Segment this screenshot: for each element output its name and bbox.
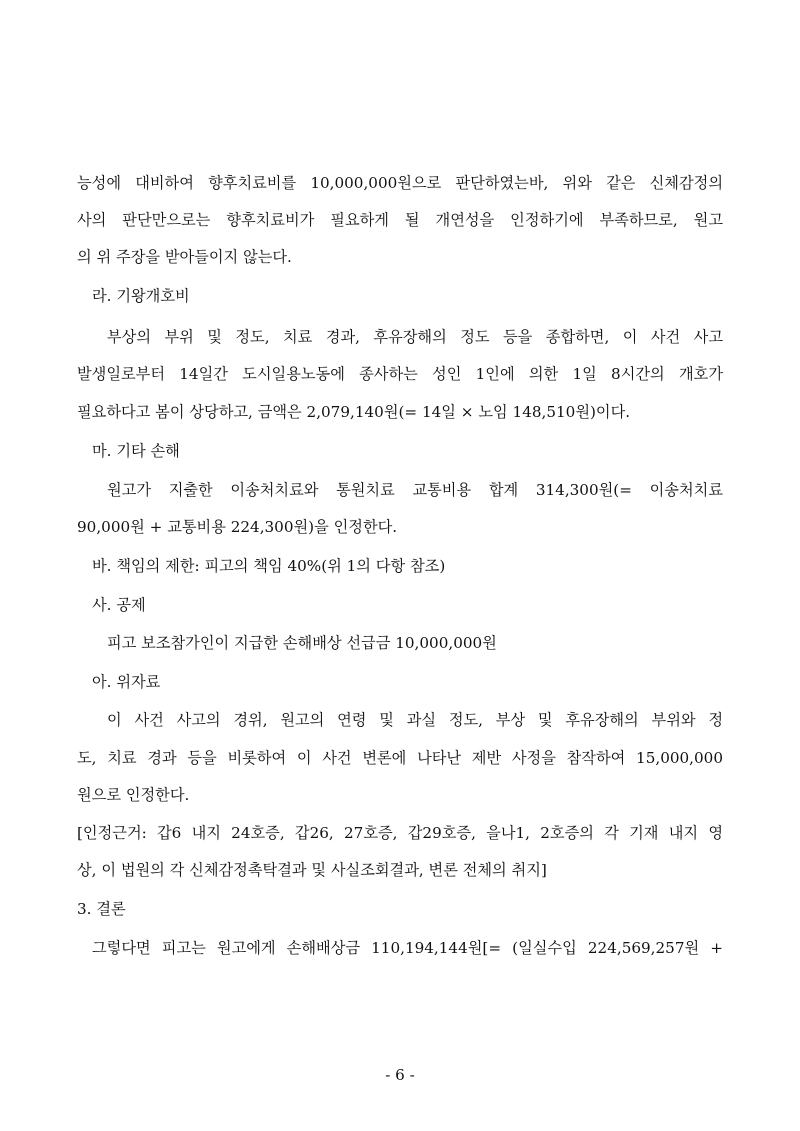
body-line: 필요하다고 봄이 상당하고, 금액은 2,079,140원(= 14일 × 노임 148,510원)이다. — [77, 403, 631, 421]
body-line: 원으로 인정한다. — [77, 786, 190, 804]
section-heading-ma: 마. 기타 손해 — [92, 442, 180, 460]
section-heading-ba: 바. 책임의 제한: 피고의 책임 40%(위 1의 다항 참조) — [92, 557, 446, 575]
body-line: 능성에 대비하여 향후치료비를 10,000,000원으로 판단하였는바, 위와 같은 신체감정의 — [77, 174, 723, 192]
body-line: 사의 판단만으로는 향후치료비가 필요하게 될 개연성을 인정하기에 부족하므로, 원고 — [77, 211, 723, 229]
section-heading-sa: 사. 공제 — [92, 596, 146, 614]
body-line: 그렇다면 피고는 원고에게 손해배상금 110,194,144원[= (일실수입 224,569,257원 + — [92, 939, 723, 957]
body-line: 원고가 지출한 이송처치료와 통원치료 교통비용 합계 314,300원(= 이송처치료 — [107, 481, 723, 499]
section-heading-a: 아. 위자료 — [92, 673, 161, 691]
evidence-citation-line: 상, 이 법원의 각 신체감정촉탁결과 및 사실조회결과, 변론 전체의 취지] — [77, 861, 547, 879]
page-number: - 6 - — [385, 1066, 415, 1084]
body-line: 피고 보조참가인이 지급한 손해배상 선급금 10,000,000원 — [107, 634, 497, 652]
body-line: 의 위 주장을 받아들이지 않는다. — [77, 248, 292, 266]
body-line: 90,000원 + 교통비용 224,300원)을 인정한다. — [77, 518, 398, 536]
chapter-heading-conclusion: 3. 결론 — [77, 900, 126, 918]
body-line: 도, 치료 경과 등을 비롯하여 이 사건 변론에 나타난 제반 사정을 참작하여 15,000,000 — [77, 749, 723, 767]
body-line: 이 사건 사고의 경위, 원고의 연령 및 과실 정도, 부상 및 후유장해의 부위와 정 — [107, 711, 723, 729]
evidence-citation-line: [인정근거: 갑6 내지 24호증, 갑26, 27호증, 갑29호증, 을나1, 2호증의 각 기재 내지 영 — [77, 824, 723, 842]
body-line: 발생일로부터 14일간 도시일용노동에 종사하는 성인 1인에 의한 1일 8시간의 개호가 — [77, 365, 723, 383]
section-heading-ra: 라. 기왕개호비 — [92, 287, 190, 305]
body-line: 부상의 부위 및 정도, 치료 경과, 후유장해의 정도 등을 종합하면, 이 사건 사고 — [107, 328, 723, 346]
